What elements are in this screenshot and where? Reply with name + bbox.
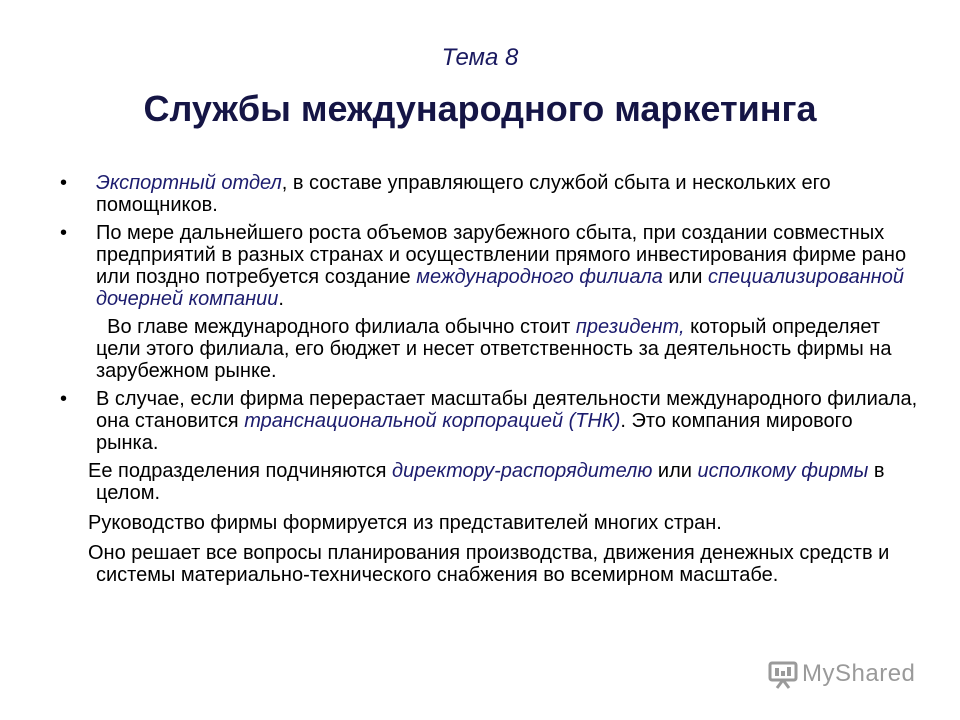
watermark-text: MyShared (802, 660, 916, 687)
text-fragment: Оно решает все вопросы планирования производства, движения денежных средств и системы материально-технического снабжения во всемирном масштабе. (88, 542, 890, 586)
myshared-watermark (768, 658, 928, 690)
paragraph-president (60, 316, 920, 382)
text-fragment: Руководство фирмы формируется из представителей многих стран. (88, 512, 722, 534)
bullet-dot: • (60, 388, 68, 410)
text-fragment: Ее подразделения подчиняются (88, 460, 393, 482)
text-fragment: или (662, 266, 708, 288)
slide-subtitle: Тема 8 (441, 44, 519, 71)
bullet-item-international-branch (60, 222, 920, 310)
slide-body (60, 172, 920, 592)
text-fragment: который определяет цели этого филиала, его бюджет и несет ответственность за деятельность фирмы на зарубежном рынке. (96, 316, 892, 382)
term-director: директору-распорядителю (392, 460, 653, 482)
term-tnc: транснациональной корпорацией (ТНК) (244, 410, 621, 432)
text-fragment: или (652, 460, 698, 482)
text-fragment: В случае, если фирма перерастает масштабы деятельности международного филиала, она становится (96, 388, 918, 432)
term-president: президент, (575, 316, 685, 338)
text-fragment: По мере дальнейшего роста объемов зарубежного сбыта, при создании совместных предприятий в разных странах и осуществлении прямого инвестирования фирме рано или поздно потребуется создание (96, 222, 907, 288)
paragraph-planning (60, 542, 920, 586)
bullet-dot: • (60, 222, 68, 244)
paragraph-subdivisions (60, 460, 920, 504)
term-subsidiary: специализированной дочерней компании (96, 266, 905, 310)
text-fragment: Во главе международного филиала обычно стоит (107, 316, 576, 338)
bullet-item-export-department (60, 172, 920, 216)
term-international-branch: международного филиала (416, 266, 663, 288)
text-fragment: , в составе управляющего службой сбыта и нескольких его помощников. (96, 172, 831, 216)
text-fragment: в целом. (96, 460, 885, 504)
bullet-item-tnc (60, 388, 920, 454)
text-fragment: . Это компания мирового рынка. (96, 410, 853, 454)
paragraph-management (60, 512, 920, 534)
slide-title: Службы международного маркетинга (143, 88, 817, 129)
presentation-board-icon (768, 659, 798, 689)
term-export-department: Экспортный отдел (96, 172, 282, 194)
text-fragment: . (278, 288, 284, 310)
term-executive-committee: исполкому фирмы (697, 460, 869, 482)
bullet-dot: • (60, 172, 68, 194)
